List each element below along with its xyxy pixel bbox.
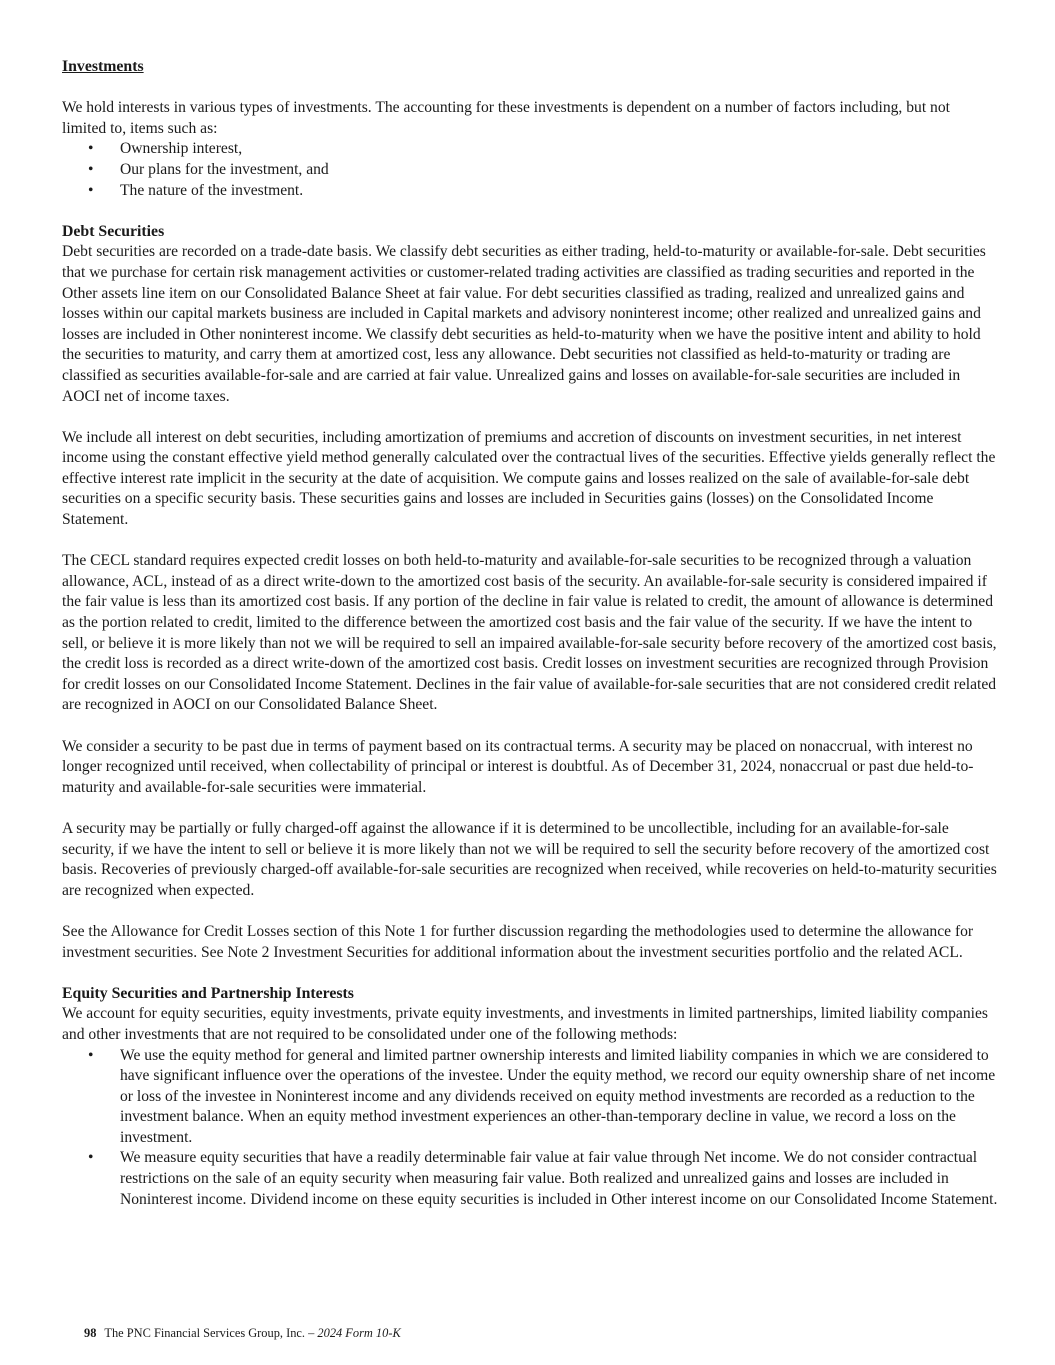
debt-securities-heading: Debt Securities <box>62 222 165 240</box>
debt-securities-paragraph: We include all interest on debt securities, including amortization of premiums and accretion of discounts on investment securities, in net interest income using the constant effective yield method generally calculated over the contractual lives of the securities. Effective yields generally reflect the effective interest rate implicit in the security at the date of acquisition. We compute gains and losses realized on the sale of available-for-sale debt securities on a specific security basis. These securities gains and losses are included in Securities gains (losses) on the Consolidated Income Statement. <box>62 428 996 529</box>
debt-securities-paragraph: A security may be partially or fully charged-off against the allowance if it is determined to be uncollectible, including for an available-for-sale security, if we have the intent to sell or believe it is more likely than not we will be required to sell the security before recovery of the amortized cost basis. Recoveries of previously charged-off available-for-sale securities are recognized when received, while recoveries on held-to-maturity securities are recognized when expected. <box>62 819 997 899</box>
page-content <box>62 57 998 1210</box>
investments-intro: We hold interests in various types of investments. The accounting for these investments is dependent on a number of factors including, but not limited to, items such as: <box>62 99 950 137</box>
bullet-icon: • <box>88 181 94 199</box>
debt-securities-paragraph: Debt securities are recorded on a trade-date basis. We classify debt securities as either trading, held-to-maturity or available-for-sale. Debt securities that we purchase for certain risk management activities or customer-related trading activities are classified as trading securities and reported in the Other assets line item on our Consolidated Balance Sheet at fair value. For debt securities classified as trading, realized and unrealized gains and losses within our capital markets business are included in Capital markets and advisory noninterest income; other realized and unrealized gains and losses are included in Other noninterest income. We classify debt securities as held-to-maturity when we have the positive intent and ability to hold the securities to maturity, and carry them at amortized cost, less any allowance. Debt securities not classified as held-to-maturity or trading are classified as securities available-for-sale and are carried at fair value. Unrealized gains and losses on available-for-sale securities are included in AOCI net of income taxes. <box>62 243 986 405</box>
page-number: 98 <box>84 1326 97 1340</box>
equity-securities-heading: Equity Securities and Partnership Interests <box>62 984 354 1002</box>
bullet-icon: • <box>88 1046 94 1064</box>
footer-company: The PNC Financial Services Group, Inc. – <box>104 1326 315 1340</box>
list-item: • The nature of the investment. <box>62 181 998 202</box>
equity-methods-list <box>62 1046 998 1211</box>
debt-securities-paragraph: We consider a security to be past due in terms of payment based on its contractual terms. A security may be placed on nonaccrual, with interest no longer recognized until received, when collectability of principal or interest is doubtful. As of December 31, 2024, nonaccrual or past due held-to-maturity and available-for-sale securities were immaterial. <box>62 737 974 796</box>
bullet-icon: • <box>88 1149 94 1167</box>
list-item: • Our plans for the investment, and <box>62 160 998 181</box>
bullet-icon: • <box>88 160 94 178</box>
list-item: • We measure equity securities that have a readily determinable fair value at fair value through Net income. We do not consider contractual restrictions on the sale of an equity security when measuring fair value. Both realized and unrealized gains and losses are included in Noninterest income. Dividend income on these equity securities is included in Other interest income on our Consolidated Income Statement. <box>88 1149 998 1208</box>
debt-securities-paragraph: See the Allowance for Credit Losses section of this Note 1 for further discussion regarding the methodologies used to determine the allowance for investment securities. See Note 2 Investment Securities for additional information about the investment securities portfolio and the related ACL. <box>62 922 974 961</box>
page-footer <box>84 1325 401 1341</box>
bullet-icon: • <box>88 140 94 158</box>
investment-factors-list <box>62 139 998 201</box>
debt-securities-paragraph: The CECL standard requires expected credit losses on both held-to-maturity and available-for-sale securities to be recognized through a valuation allowance, ACL, instead of as a direct write-down to the amortized cost basis of the security. An available-for-sale security is considered impaired if the fair value is less than its amortized cost basis. If any portion of the decline in fair value is related to credit, the amount of allowance is determined as the portion related to credit, limited to the difference between the amortized cost basis and the fair value of the security. If we have the intent to sell, or believe it is more likely than not we will be required to sell an impaired available-for-sale security before recovery of the amortized cost basis, the credit loss is recorded as a direct write-down of the amortized cost basis. Credit losses on investment securities are recognized through Provision for credit losses on our Consolidated Income Statement. Declines in the fair value of available-for-sale securities that are not considered credit related are recognized in AOCI on our Consolidated Balance Sheet. <box>62 552 997 714</box>
list-item: • We use the equity method for general and limited partner ownership interests and limited liability companies in which we are considered to have significant influence over the operations of the investee. Under the equity method, we record our equity ownership share of net income or loss of the investee in Noninterest income and any dividends received on equity method investments are recorded as a reduction to the investment balance. When an equity method investment experiences an other-than-temporary decline in value, we record a loss on the investment. <box>88 1046 996 1146</box>
list-item: • Ownership interest, <box>62 139 998 160</box>
footer-report: 2024 Form 10-K <box>317 1326 401 1340</box>
investments-heading: Investments <box>62 58 144 75</box>
equity-securities-intro: We account for equity securities, equity investments, private equity investments, and investments in limited partnerships, limited liability companies and other investments that are not required to be consolidated under one of the following methods: <box>62 1005 988 1043</box>
